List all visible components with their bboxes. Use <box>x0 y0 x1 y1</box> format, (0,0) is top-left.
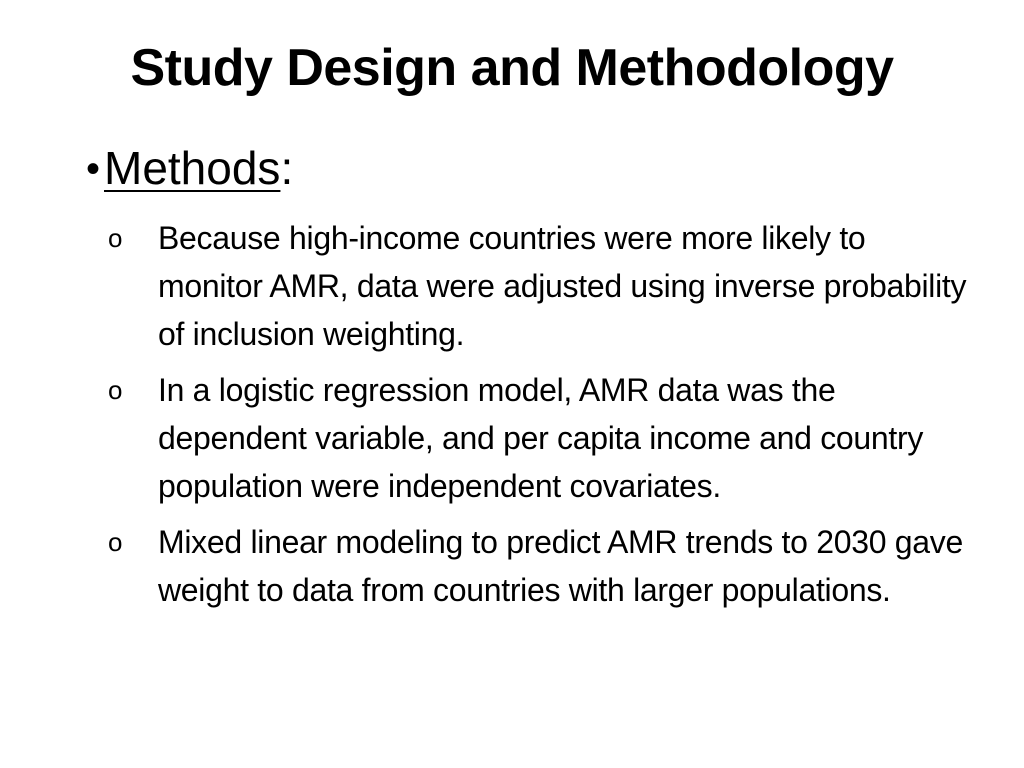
hollow-bullet-icon: o <box>108 223 123 253</box>
list-item <box>104 214 974 358</box>
list-item <box>104 518 974 614</box>
bullet-icon: • <box>86 147 101 191</box>
methods-list <box>104 214 974 622</box>
hollow-bullet-icon: o <box>108 527 123 557</box>
list-item-text: In a logistic regression model, AMR data was the dependent variable, and per capita income and country population were independent covariates. <box>158 372 924 504</box>
methods-colon: : <box>280 142 294 194</box>
slide-title: Study Design and Methodology <box>130 39 894 97</box>
list-item <box>104 366 974 510</box>
methods-label: Methods <box>104 142 281 194</box>
hollow-bullet-icon: o <box>108 375 123 405</box>
list-item-text: Mixed linear modeling to predict AMR trends to 2030 gave weight to data from countries with larger populations. <box>158 524 963 608</box>
list-item-text: Because high-income countries were more likely to monitor AMR, data were adjusted using inverse probability of inclusion weighting. <box>158 220 967 352</box>
methods-heading <box>86 136 293 201</box>
